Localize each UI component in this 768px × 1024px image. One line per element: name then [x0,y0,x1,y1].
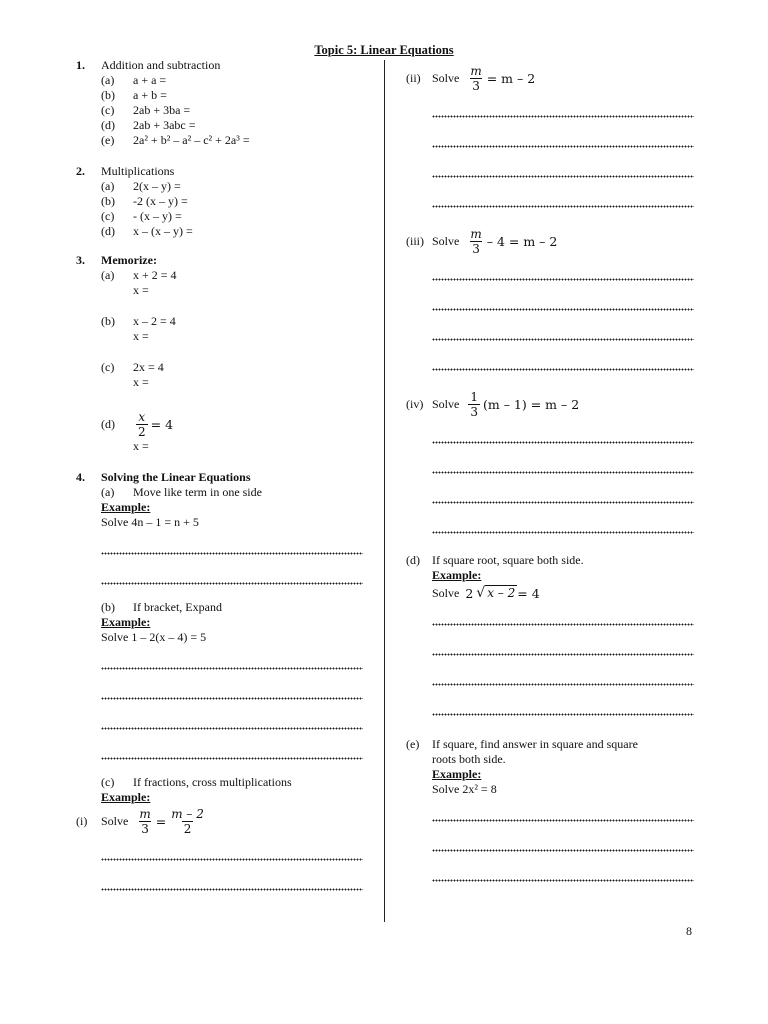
item-label: (a) [101,179,115,193]
item-label: (d) [406,553,420,567]
fraction [137,807,152,836]
coefficient: 2 [465,585,474,601]
page-number: 8 [686,924,692,938]
example-heading: Example: [101,790,151,804]
item-label: (a) [101,268,115,282]
answer-line [432,691,694,721]
item-text: Move like term in one side [133,485,262,499]
equation-rhs: = m – 2 [486,71,536,86]
item-text: 2x = 4 [133,360,164,374]
answer-line [432,827,694,857]
equals-sign: = [155,814,167,829]
item-text: - (x – y) = [133,209,182,223]
item-label: (b) [101,88,115,102]
answer-line [432,183,694,213]
fraction-denominator: 3 [472,242,480,256]
section-1-item-c [76,103,372,118]
item-text-continued: roots both side. [432,752,506,766]
section-1-item-e [76,133,372,148]
section-2-item-c [76,209,372,224]
example-problem [406,585,698,601]
fraction-numerator: m [470,227,482,241]
section-3-heading [76,253,372,268]
fraction-numerator: x [138,410,146,424]
fraction [169,807,206,836]
item-text: If bracket, Expand [133,600,222,614]
section-2-heading [76,164,372,179]
answer-line [432,857,694,887]
answer-x-prompt: x = [133,283,149,297]
fraction-denominator: 2 [138,425,146,439]
fraction [468,227,483,256]
item-label: (c) [101,360,115,374]
item-label: (e) [101,133,115,147]
item-label: (a) [101,73,115,87]
problem-label: (i) [76,814,88,828]
example-heading: Example: [432,767,482,781]
answer-line [432,479,694,509]
problem-iii [406,227,698,256]
equation-rhs: = 4 [517,585,540,601]
item-text: If square, find answer in square and square [432,737,638,751]
equation-rhs: (m – 1) = m – 2 [482,397,580,412]
section-1-title: Addition and subtraction [101,58,221,72]
item-label: (b) [101,600,115,614]
fraction-numerator: m – 2 [171,807,204,821]
answer-line [101,530,363,560]
section-2-number: 2. [76,164,85,178]
section-3-item-d [76,410,372,439]
answer-line [432,256,694,286]
answer-line [432,286,694,316]
equation-rhs: – 4 = m – 2 [486,234,558,249]
section-1-number: 1. [76,58,85,72]
answer-line [432,316,694,346]
answer-line [101,645,363,675]
section-3-item-c [76,360,372,375]
solve-word: Solve [432,71,460,85]
answer-x-prompt: x = [133,375,149,389]
answer-line [432,601,694,631]
answer-line [432,449,694,479]
problem-label: (iv) [406,397,424,411]
solve-word: Solve [432,585,460,600]
section-4-title: Solving the Linear Equations [101,470,251,484]
fraction-denominator: 3 [470,405,478,419]
fraction-numerator: m [139,807,151,821]
section-1-item-a [76,73,372,88]
fraction [468,64,483,93]
example-problem: Solve 2x² = 8 [432,782,497,796]
section-3-number: 3. [76,253,85,267]
section-2-title: Multiplications [101,164,175,178]
section-4-item-a [76,485,372,500]
answer-line [432,797,694,827]
section-3-title: Memorize: [101,253,157,267]
item-text: a + a = [133,73,167,87]
example-heading: Example: [101,500,151,514]
section-4-item-b [76,600,372,615]
solve-word: Solve [432,234,460,248]
item-text: If square root, square both side. [432,553,584,567]
item-text: If fractions, cross multiplications [133,775,292,789]
answer-line [432,631,694,661]
answer-line [432,93,694,123]
item-text: x – (x – y) = [133,224,193,238]
answer-line [432,153,694,183]
item-text: 2ab + 3ba = [133,103,191,117]
fraction-denominator: 2 [183,822,192,836]
item-text: a + b = [133,88,167,102]
section-2-item-a [76,179,372,194]
section-4-item-c [76,775,372,790]
section-2-item-d [76,224,372,239]
problem-iv [406,390,698,419]
section-1-heading [76,58,372,73]
answer-line [101,560,363,590]
example-problem: Solve 4n – 1 = n + 5 [101,515,199,529]
answer-line [101,705,363,735]
section-4-heading [76,470,372,485]
example-heading: Example: [432,568,482,582]
section-2-item-b [76,194,372,209]
item-label: (b) [101,314,115,328]
item-label: (c) [101,209,115,223]
answer-line [432,346,694,376]
item-label: (a) [101,485,115,499]
left-column [76,58,372,896]
answer-line [432,661,694,691]
item-text: 2a² + b² – a² – c² + 2a³ = [133,133,250,147]
answer-line [101,836,363,866]
answer-x-prompt: x = [133,329,149,343]
radicand: x – 2 [487,586,516,600]
fraction-denominator: 3 [141,822,149,836]
fraction-numerator: m [470,64,482,78]
section-4-number: 4. [76,470,85,484]
item-label: (d) [101,118,115,132]
item-label: (b) [101,194,115,208]
problem-i [76,807,372,836]
solve-word: Solve [432,397,460,411]
answer-line [432,123,694,153]
column-divider [384,60,385,922]
answer-line [432,419,694,449]
fraction [468,390,480,419]
problem-ii [406,64,698,93]
section-4-item-d [406,553,698,568]
item-label: (e) [406,737,420,751]
item-text: x – 2 = 4 [133,314,176,328]
answer-line [101,866,363,896]
worksheet-title: Topic 5: Linear Equations [314,43,454,57]
section-1-item-b [76,88,372,103]
section-3-item-b [76,314,372,329]
fraction-numerator: 1 [470,390,478,404]
item-label: (d) [101,224,115,238]
example-problem: Solve 1 – 2(x – 4) = 5 [101,630,207,644]
item-label: (d) [101,417,115,431]
fraction [136,410,148,439]
radical-sign-icon: √ [476,585,486,601]
answer-line [101,675,363,705]
section-4-item-e [406,737,698,752]
problem-label: (ii) [406,71,421,85]
item-text: -2 (x – y) = [133,194,188,208]
square-root [476,585,517,601]
problem-label: (iii) [406,234,424,248]
solve-word: Solve [101,814,129,828]
example-heading: Example: [101,615,151,629]
equation-rhs: = 4 [150,417,174,432]
section-3-item-a [76,268,372,283]
answer-x-prompt: x = [133,439,149,453]
fraction-denominator: 3 [472,79,480,93]
answer-line [432,509,694,539]
right-column [406,58,698,887]
item-text: 2ab + 3abc = [133,118,196,132]
item-label: (c) [101,103,115,117]
section-1-item-d [76,118,372,133]
answer-line [101,735,363,765]
item-text: x + 2 = 4 [133,268,177,282]
item-label: (c) [101,775,115,789]
item-text: 2(x – y) = [133,179,181,193]
